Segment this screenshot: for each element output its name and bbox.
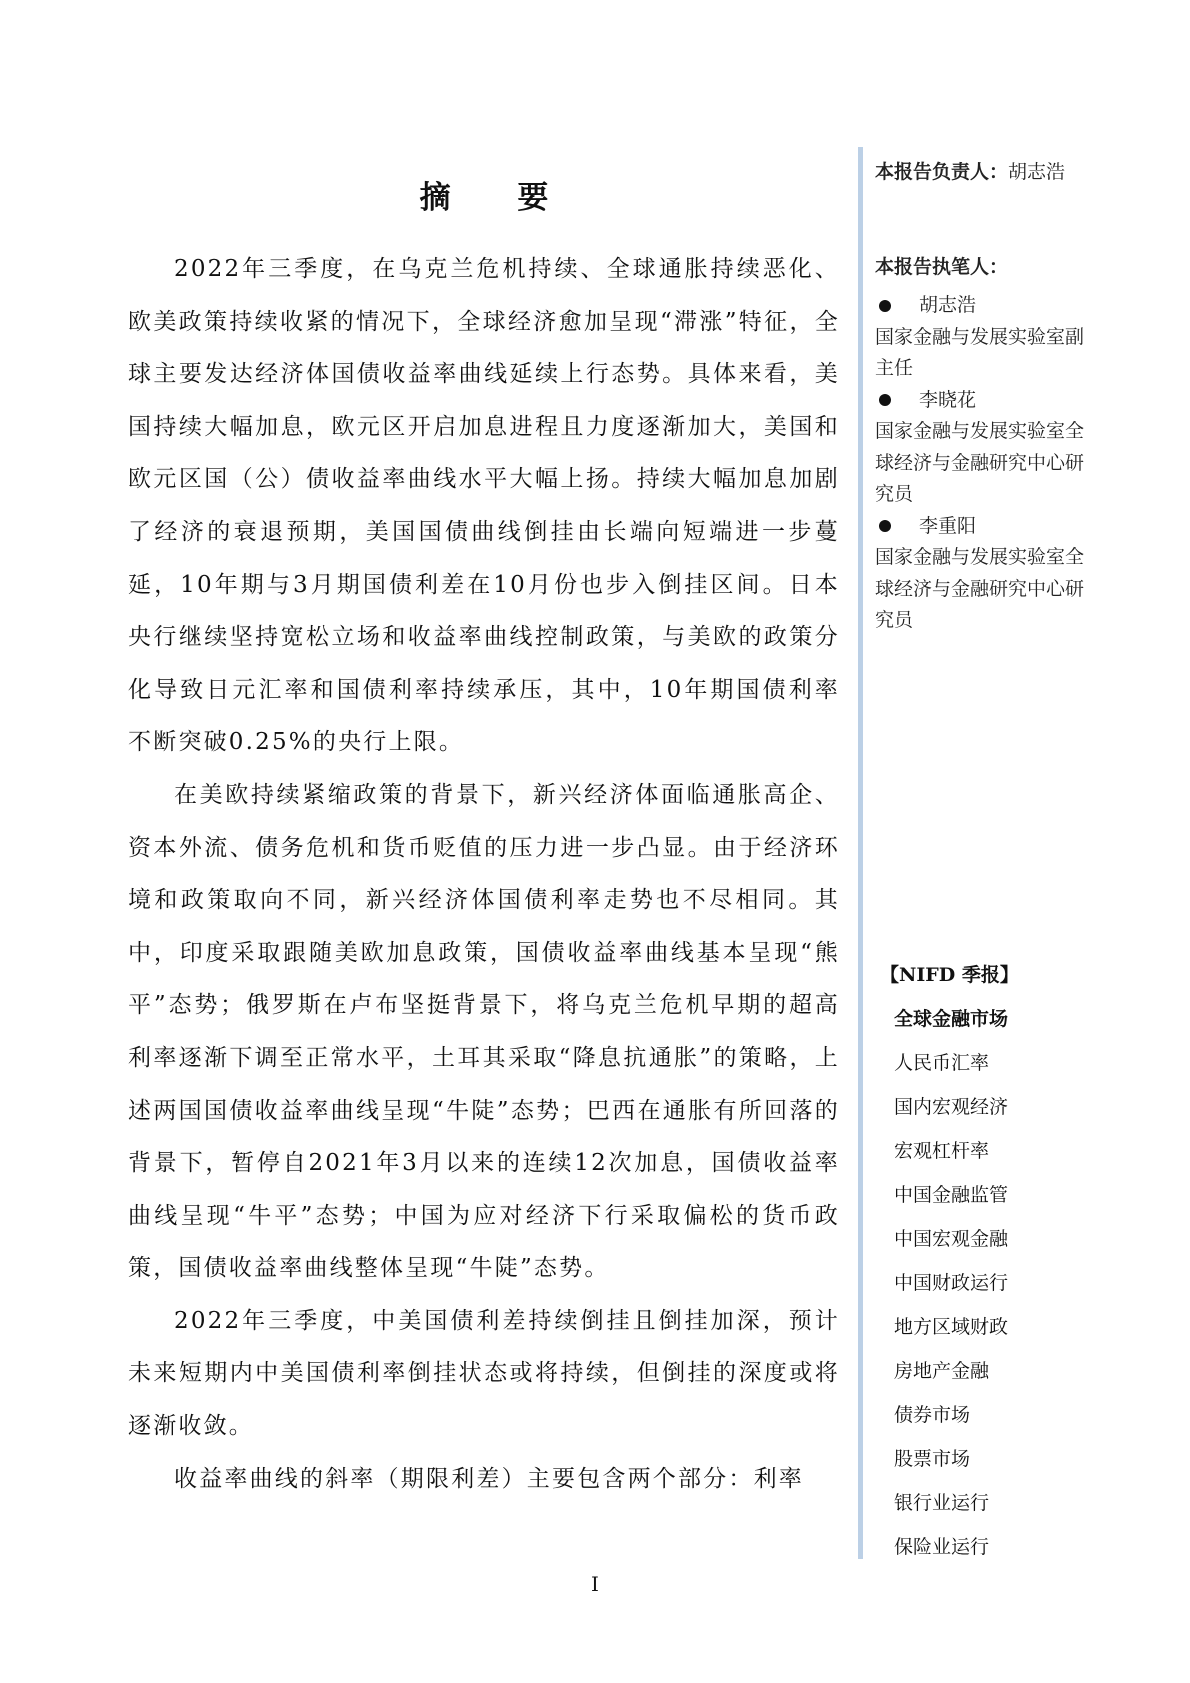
nifd-item: 中国财政运行 xyxy=(894,1272,1009,1294)
nifd-item: 股票市场 xyxy=(894,1448,971,1470)
author-name: 李晓花 xyxy=(919,388,977,411)
nifd-item: 房地产金融 xyxy=(894,1360,990,1382)
nifd-item: 保险业运行 xyxy=(894,1536,990,1558)
report-lead-label: 本报告负责人： xyxy=(875,161,1009,183)
nifd-item: 宏观杠杆率 xyxy=(894,1140,990,1162)
author-name: 胡志浩 xyxy=(919,294,977,316)
nifd-item: 中国宏观金融 xyxy=(894,1228,1009,1250)
author-entry xyxy=(875,511,1095,637)
author-title: 国家金融与发展实验室全球经济与金融研究中心研究员 xyxy=(875,420,1085,505)
abstract-paragraph: 2022年三季度，中美国债利差持续倒挂且倒挂加深，预计未来短期内中美国债利率倒挂状态或将持续，但倒挂的深度或将逐渐收敛。 xyxy=(128,1307,840,1440)
nifd-item: 人民币汇率 xyxy=(894,1052,990,1074)
nifd-item: 银行业运行 xyxy=(894,1492,990,1514)
author-title: 国家金融与发展实验室全球经济与金融研究中心研究员 xyxy=(875,546,1085,631)
abstract-paragraph: 在美欧持续紧缩政策的背景下，新兴经济体面临通胀高企、资本外流、债务危机和货币贬值的压力进一步凸显。由于经济环境和政策取向不同，新兴经济体国债利率走势也不尽相同。其中，印度采取跟随美欧加息政策，国债收益率曲线基本呈现“熊平”态势；俄罗斯在卢布坚挺背景下，将乌克兰危机早期的超高利率逐渐下调至正常水平，土耳其采取“降息抗通胀”的策略，上述两国国债收益率曲线呈现“牛陡”态势；巴西在通胀有所回落的背景下，暂停自2021年3月以来的连续12次加息，国债收益率曲线呈现“牛平”态势；中国为应对经济下行采取偏松的货币政策，国债收益率曲线整体呈现“牛陡”态势。 xyxy=(128,781,840,1282)
nifd-item: 地方区域财政 xyxy=(894,1316,1009,1338)
nifd-item: 全球金融市场 xyxy=(894,1008,1009,1030)
author-title: 国家金融与发展实验室副主任 xyxy=(875,325,1085,379)
abstract-paragraph: 2022年三季度，在乌克兰危机持续、全球通胀持续恶化、欧美政策持续收紧的情况下，全球经济愈加呈现“滞涨”特征，全球主要发达经济体国债收益率曲线延续上行态势。具体来看，美国持续大幅加息，欧元区开启加息进程且力度逐渐加大，美国和欧元区国（公）债收益率曲线水平大幅上扬。持续大幅加息加剧了经济的衰退预期，美国国债曲线倒挂由长端向短端进一步蔓延，10年期与3月期国债利差在10月份也步入倒挂区间。日本央行继续坚持宽松立场和收益率曲线控制政策，与美欧的政策分化导致日元汇率和国债利率持续承压，其中，10年期国债利率不断突破0.25%的央行上限。 xyxy=(128,256,840,756)
author-name: 李重阳 xyxy=(919,514,977,537)
nifd-item: 国内宏观经济 xyxy=(894,1096,1009,1118)
bullet-icon xyxy=(879,394,891,406)
page-number: I xyxy=(591,1572,599,1596)
abstract-body xyxy=(128,243,840,1505)
author-entry xyxy=(875,290,1095,385)
authors-heading: 本报告执笔人： xyxy=(875,256,1009,278)
page-title: 摘 要 xyxy=(419,180,577,216)
bullet-icon xyxy=(879,300,891,312)
nifd-heading: 【NIFD 季报】 xyxy=(880,964,1019,986)
author-entry xyxy=(875,385,1095,511)
nifd-item: 债券市场 xyxy=(894,1404,971,1426)
nifd-series-list xyxy=(880,960,1080,1576)
sidebar-divider xyxy=(858,147,863,1559)
bullet-icon xyxy=(879,520,891,532)
authors-list xyxy=(875,290,1095,637)
report-lead xyxy=(875,158,1095,186)
nifd-item: 中国金融监管 xyxy=(894,1184,1009,1206)
abstract-paragraph: 收益率曲线的斜率（期限利差）主要包含两个部分：利率 xyxy=(174,1465,804,1492)
report-lead-name: 胡志浩 xyxy=(1008,161,1066,183)
